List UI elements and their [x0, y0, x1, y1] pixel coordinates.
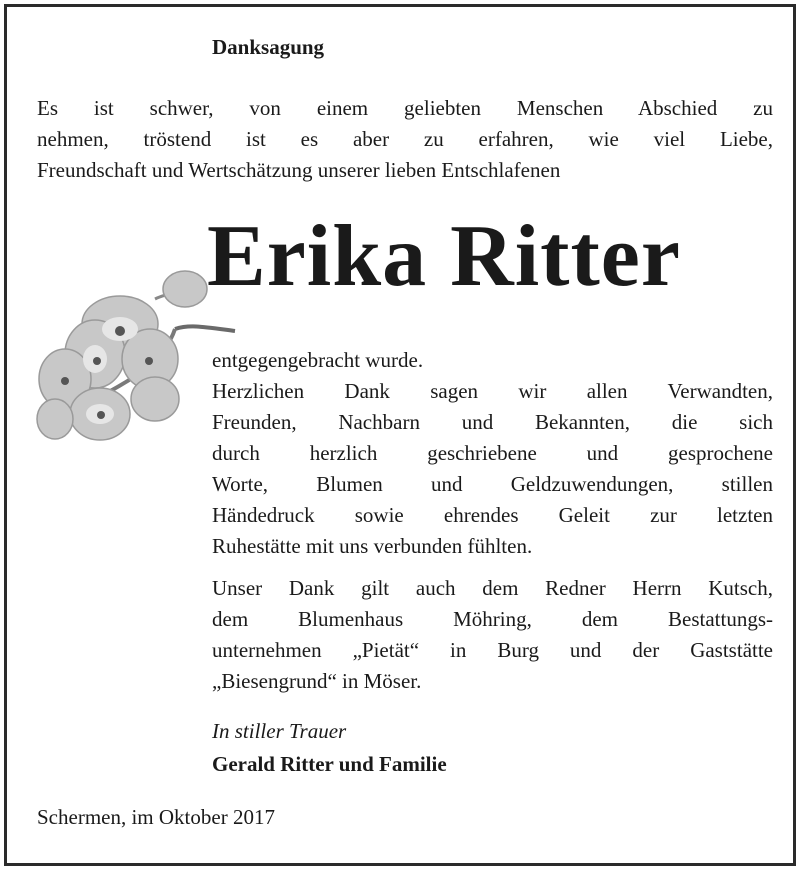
intro-line: nehmen, tröstend ist es aber zu erfahren, wie viel Liebe,: [37, 127, 773, 151]
thanks-line: Worte, Blumen und Geldzuwendungen, stillen: [212, 472, 773, 496]
thanks-line: durch herzlich geschriebene und gesprochene: [212, 441, 773, 465]
special-thanks-line: „Biesengrund“ in Möser.: [212, 669, 422, 693]
intro-paragraph: [37, 93, 773, 186]
intro-line: Freundschaft und Wertschätzung unserer lieben Entschlafenen: [37, 158, 561, 182]
thanks-line: Ruhestätte mit uns verbunden fühlten.: [212, 534, 533, 558]
mourning-phrase: In stiller Trauer: [212, 719, 347, 743]
special-thanks-line: dem Blumenhaus Möhring, dem Bestattungs-: [212, 607, 773, 631]
thanks-line: Herzlichen Dank sagen wir allen Verwandten,: [212, 379, 773, 403]
signature: Gerald Ritter und Familie: [212, 752, 447, 776]
notice-heading: Danksagung: [212, 35, 325, 59]
thanks-line: Händedruck sowie ehrendes Geleit zur letzten: [212, 503, 773, 527]
place-date: Schermen, im Oktober 2017: [37, 805, 275, 829]
intro-line: Es ist schwer, von einem geliebten Menschen Abschied zu: [37, 96, 773, 120]
special-thanks-line: Unser Dank gilt auch dem Redner Herrn Kutsch,: [212, 576, 773, 600]
thanks-line: Freunden, Nachbarn und Bekannten, die sich: [212, 410, 773, 434]
obituary-notice: [4, 4, 796, 866]
continuation-text: entgegengebracht wurde.: [212, 348, 424, 372]
special-thanks-paragraph: [212, 573, 773, 697]
special-thanks-line: unternehmen „Pietät“ in Burg und der Gaststätte: [212, 638, 773, 662]
thanks-paragraph: [212, 376, 773, 562]
deceased-name: Erika Ritter: [207, 208, 681, 305]
